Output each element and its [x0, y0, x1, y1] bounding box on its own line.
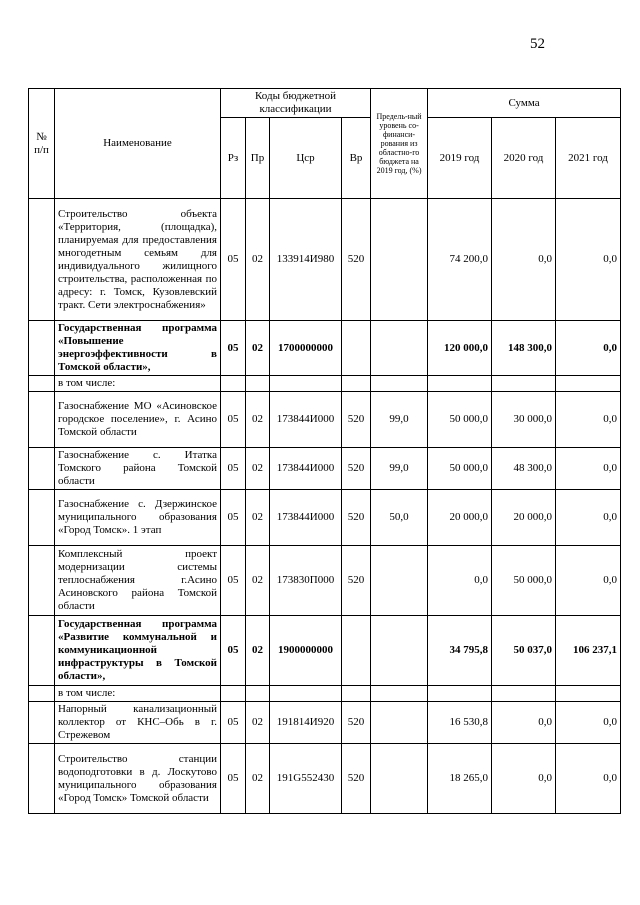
cell-2021: 0,0 [556, 448, 621, 490]
header-cofin: Предель-ный уровень со-финанси-рования из областно-го бюджета на 2019 год, (%) [371, 89, 428, 199]
cell-rz: 05 [221, 490, 246, 546]
table-row [29, 321, 621, 376]
table-row [29, 616, 621, 686]
cell-2019: 0,0 [428, 546, 492, 616]
table-row [29, 702, 621, 744]
cell-name: Газоснабжение с. Итатка Томского района Томской области [55, 448, 221, 490]
cell-cofin [371, 744, 428, 814]
cell-cofin [371, 376, 428, 392]
cell-vr [342, 321, 371, 376]
cell-cofin [371, 616, 428, 686]
cell-2019: 50 000,0 [428, 448, 492, 490]
cell-pr [246, 686, 270, 702]
cell-2020: 148 300,0 [492, 321, 556, 376]
cell-name: Государственная программа «Повышение энергоэффективности в Томской области», [55, 321, 221, 376]
cell-vr: 520 [342, 490, 371, 546]
cell-vr: 520 [342, 392, 371, 448]
cell-cofin [371, 686, 428, 702]
cell-2020 [492, 686, 556, 702]
table-row [29, 744, 621, 814]
cell-pr: 02 [246, 199, 270, 321]
cell-rz: 05 [221, 546, 246, 616]
cell-rz: 05 [221, 448, 246, 490]
header-vr: Вр [342, 118, 371, 199]
cell-2019: 50 000,0 [428, 392, 492, 448]
cell-name: Напорный канализационный коллектор от КНС–Обь в г. Стрежевом [55, 702, 221, 744]
cell-num [29, 686, 55, 702]
cell-name: Газоснабжение с. Дзержинское муниципального образования «Город Томск». 1 этап [55, 490, 221, 546]
cell-2021: 0,0 [556, 321, 621, 376]
cell-pr: 02 [246, 744, 270, 814]
cell-num [29, 392, 55, 448]
cell-2020: 30 000,0 [492, 392, 556, 448]
table-row [29, 392, 621, 448]
cell-2020: 20 000,0 [492, 490, 556, 546]
cell-num [29, 321, 55, 376]
cell-2021: 0,0 [556, 546, 621, 616]
header-rz: Рз [221, 118, 246, 199]
cell-vr [342, 376, 371, 392]
cell-name: в том числе: [55, 686, 221, 702]
page-number: 52 [530, 36, 545, 52]
cell-csr [270, 376, 342, 392]
cell-2019 [428, 686, 492, 702]
table-row [29, 686, 621, 702]
cell-pr: 02 [246, 490, 270, 546]
header-codes: Коды бюджетной классификации [221, 89, 371, 118]
cell-vr: 520 [342, 448, 371, 490]
cell-2020: 50 037,0 [492, 616, 556, 686]
cell-num [29, 376, 55, 392]
cell-name: Государственная программа «Развитие коммунальной и коммуникационной инфраструктуры в Томской области», [55, 616, 221, 686]
cell-name: Строительство объекта «Территория, (площадка), планируемая для предоставления многодетным семьям для индивидуального жилищного строительства, расположенная по адресу: г. Томск, Кузовлевский тракт. Сети электроснабжения» [55, 199, 221, 321]
cell-vr: 520 [342, 199, 371, 321]
cell-2020: 48 300,0 [492, 448, 556, 490]
cell-pr: 02 [246, 448, 270, 490]
cell-csr: 133914И980 [270, 199, 342, 321]
cell-cofin: 99,0 [371, 392, 428, 448]
cell-csr: 173844И000 [270, 490, 342, 546]
cell-2019: 18 265,0 [428, 744, 492, 814]
cell-2020: 0,0 [492, 702, 556, 744]
cell-pr: 02 [246, 616, 270, 686]
cell-2019 [428, 376, 492, 392]
cell-pr: 02 [246, 392, 270, 448]
cell-2020 [492, 376, 556, 392]
cell-2021: 0,0 [556, 199, 621, 321]
cell-vr: 520 [342, 702, 371, 744]
header-pr: Пр [246, 118, 270, 199]
cell-csr: 191G552430 [270, 744, 342, 814]
cell-name: Комплексный проект модернизации системы теплоснабжения г.Асино Асиновского района Томской области [55, 546, 221, 616]
cell-2019: 34 795,8 [428, 616, 492, 686]
cell-2020: 0,0 [492, 199, 556, 321]
cell-2019: 16 530,8 [428, 702, 492, 744]
cell-csr: 1700000000 [270, 321, 342, 376]
cell-num [29, 546, 55, 616]
header-csr: Цср [270, 118, 342, 199]
cell-2019: 74 200,0 [428, 199, 492, 321]
table-row [29, 448, 621, 490]
cell-num [29, 490, 55, 546]
cell-num [29, 744, 55, 814]
table-row [29, 376, 621, 392]
cell-vr: 520 [342, 744, 371, 814]
cell-csr: 173830П000 [270, 546, 342, 616]
cell-name: Газоснабжение МО «Асиновское городское поселение», г. Асино Томской области [55, 392, 221, 448]
cell-rz [221, 376, 246, 392]
cell-2020: 50 000,0 [492, 546, 556, 616]
cell-num [29, 702, 55, 744]
cell-2021: 0,0 [556, 702, 621, 744]
header-2020: 2020 год [492, 118, 556, 199]
cell-pr: 02 [246, 702, 270, 744]
cell-cofin [371, 321, 428, 376]
header-num: № п/п [29, 89, 55, 199]
header-2019: 2019 год [428, 118, 492, 199]
cell-num [29, 199, 55, 321]
cell-csr: 191814И920 [270, 702, 342, 744]
cell-2020: 0,0 [492, 744, 556, 814]
cell-cofin [371, 199, 428, 321]
cell-2021: 0,0 [556, 744, 621, 814]
cell-rz: 05 [221, 199, 246, 321]
cell-rz: 05 [221, 702, 246, 744]
cell-2021: 0,0 [556, 392, 621, 448]
header-sum: Сумма [428, 89, 621, 118]
cell-rz [221, 686, 246, 702]
table-row [29, 199, 621, 321]
cell-rz: 05 [221, 744, 246, 814]
cell-csr: 1900000000 [270, 616, 342, 686]
cell-rz: 05 [221, 616, 246, 686]
cell-vr [342, 616, 371, 686]
cell-cofin [371, 546, 428, 616]
cell-num [29, 616, 55, 686]
cell-num [29, 448, 55, 490]
cell-pr: 02 [246, 321, 270, 376]
header-name: Наименование [55, 89, 221, 199]
cell-rz: 05 [221, 392, 246, 448]
cell-2021 [556, 686, 621, 702]
cell-rz: 05 [221, 321, 246, 376]
cell-name: в том числе: [55, 376, 221, 392]
cell-cofin [371, 702, 428, 744]
cell-csr: 173844И000 [270, 448, 342, 490]
cell-2019: 20 000,0 [428, 490, 492, 546]
cell-csr [270, 686, 342, 702]
cell-2019: 120 000,0 [428, 321, 492, 376]
cell-2021: 106 237,1 [556, 616, 621, 686]
cell-csr: 173844И000 [270, 392, 342, 448]
cell-vr: 520 [342, 546, 371, 616]
table-row [29, 546, 621, 616]
table-row [29, 490, 621, 546]
cell-vr [342, 686, 371, 702]
cell-name: Строительство станции водоподготовки в д. Лоскутово муниципального образования «Город Томск» Томской области [55, 744, 221, 814]
cell-2021 [556, 376, 621, 392]
cell-pr: 02 [246, 546, 270, 616]
cell-2021: 0,0 [556, 490, 621, 546]
cell-pr [246, 376, 270, 392]
header-2021: 2021 год [556, 118, 621, 199]
cell-cofin: 50,0 [371, 490, 428, 546]
cell-cofin: 99,0 [371, 448, 428, 490]
budget-table [28, 88, 621, 814]
